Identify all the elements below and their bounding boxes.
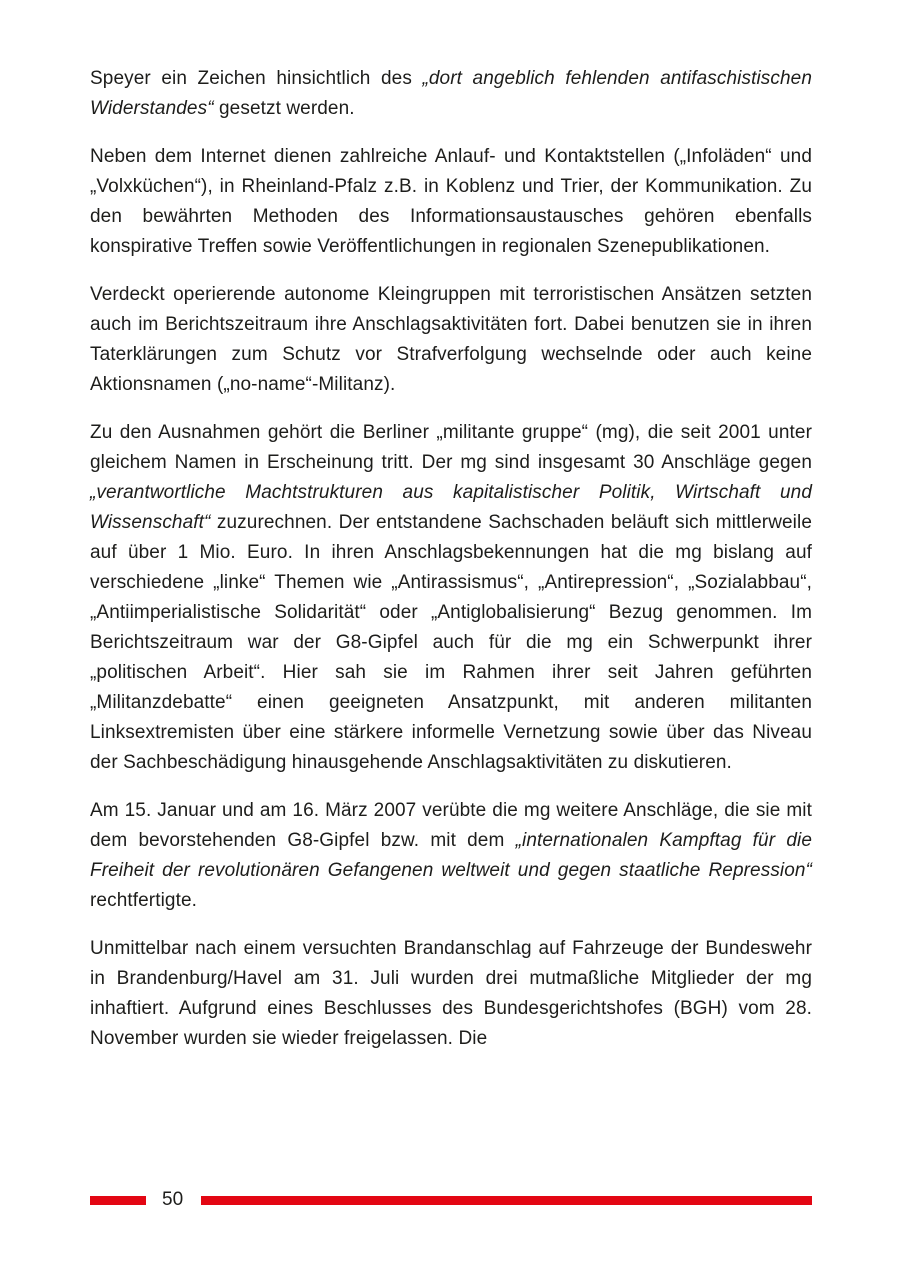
text-run: Am 15. Januar und am 16. März 2007 verübte die mg weitere Anschläge, die sie mit dem bevorstehenden G8-Gipfel bzw. mit dem xyxy=(90,800,812,851)
text-run: gesetzt werden. xyxy=(213,98,355,119)
paragraph xyxy=(90,934,812,1054)
text-run: Verdeckt operierende autonome Kleingruppen mit terroristischen Ansätzen setzten auch im Berichtszeitraum ihre Anschlagsaktivitäten fort. Dabei benutzen sie in ihren Taterklärungen zum Schutz vor Strafverfolgung wechselnde oder auch keine Aktionsnamen („no-name“-Militanz). xyxy=(90,284,812,395)
footer-rule-right xyxy=(201,1196,812,1205)
paragraph xyxy=(90,142,812,262)
paragraph xyxy=(90,418,812,778)
text-run: zuzurechnen. Der entstandene Sachschaden beläuft sich mittlerweile auf über 1 Mio. Euro. In ihren Anschlagsbekennungen hat die mg bislang auf verschiedene „linke“ Themen wie „Antirassismus“, „Antirepression“, „Sozialabbau“, „Antiimperialistische Solidarität“ oder „Antiglobalisierung“ Bezug genommen. Im Berichtszeitraum war der G8-Gipfel auch für die mg ein Schwerpunkt ihrer „politischen Arbeit“. Hier sah sie im Rahmen ihrer seit Jahren geführten „Militanzdebatte“ einen geeigneten Ansatzpunkt, mit anderen militanten Linksextremisten über eine stärkere informelle Vernetzung sowie über das Niveau der Sachbeschädigung hinausgehende Anschlagsaktivitäten zu diskutieren. xyxy=(90,512,812,773)
paragraph xyxy=(90,280,812,400)
text-run: Speyer ein Zeichen hinsichtlich des xyxy=(90,68,423,89)
paragraph xyxy=(90,796,812,916)
italic-text-run: „internationalen Kampftag für die Freiheit der revolutionären Gefangenen weltweit und gegen staatliche Repression“ xyxy=(90,830,812,881)
text-run: Neben dem Internet dienen zahlreiche Anlauf- und Kontaktstellen („Infoläden“ und „Volxküchen“), in Rheinland-Pfalz z.B. in Koblenz und Trier, der Kommunikation. Zu den bewährten Methoden des Informationsaustausches gehören ebenfalls konspirative Treffen sowie Veröffentlichungen in regionalen Szenepublikationen. xyxy=(90,146,812,257)
italic-text-run: „dort angeblich fehlenden antifaschistischen Widerstandes“ xyxy=(90,68,812,119)
document-body xyxy=(90,64,812,1072)
text-run: Zu den Ausnahmen gehört die Berliner „militante gruppe“ (mg), die seit 2001 unter gleichem Namen in Erscheinung tritt. Der mg sind insgesamt 30 Anschläge gegen xyxy=(90,422,812,473)
italic-text-run: „verantwortliche Machtstrukturen aus kapitalistischer Politik, Wirtschaft und Wissenschaft“ xyxy=(90,482,812,533)
page-footer xyxy=(90,1188,812,1212)
paragraph xyxy=(90,64,812,124)
text-run: rechtfertigte. xyxy=(90,890,198,911)
page-number: 50 xyxy=(162,1189,184,1210)
footer-rule-left xyxy=(90,1196,146,1205)
text-run: Unmittelbar nach einem versuchten Brandanschlag auf Fahrzeuge der Bundeswehr in Brandenburg/Havel am 31. Juli wurden drei mutmaßliche Mitglieder der mg inhaftiert. Aufgrund eines Beschlusses des Bundesgerichtshofes (BGH) vom 28. November wurden sie wieder freigelassen. Die xyxy=(90,938,812,1049)
